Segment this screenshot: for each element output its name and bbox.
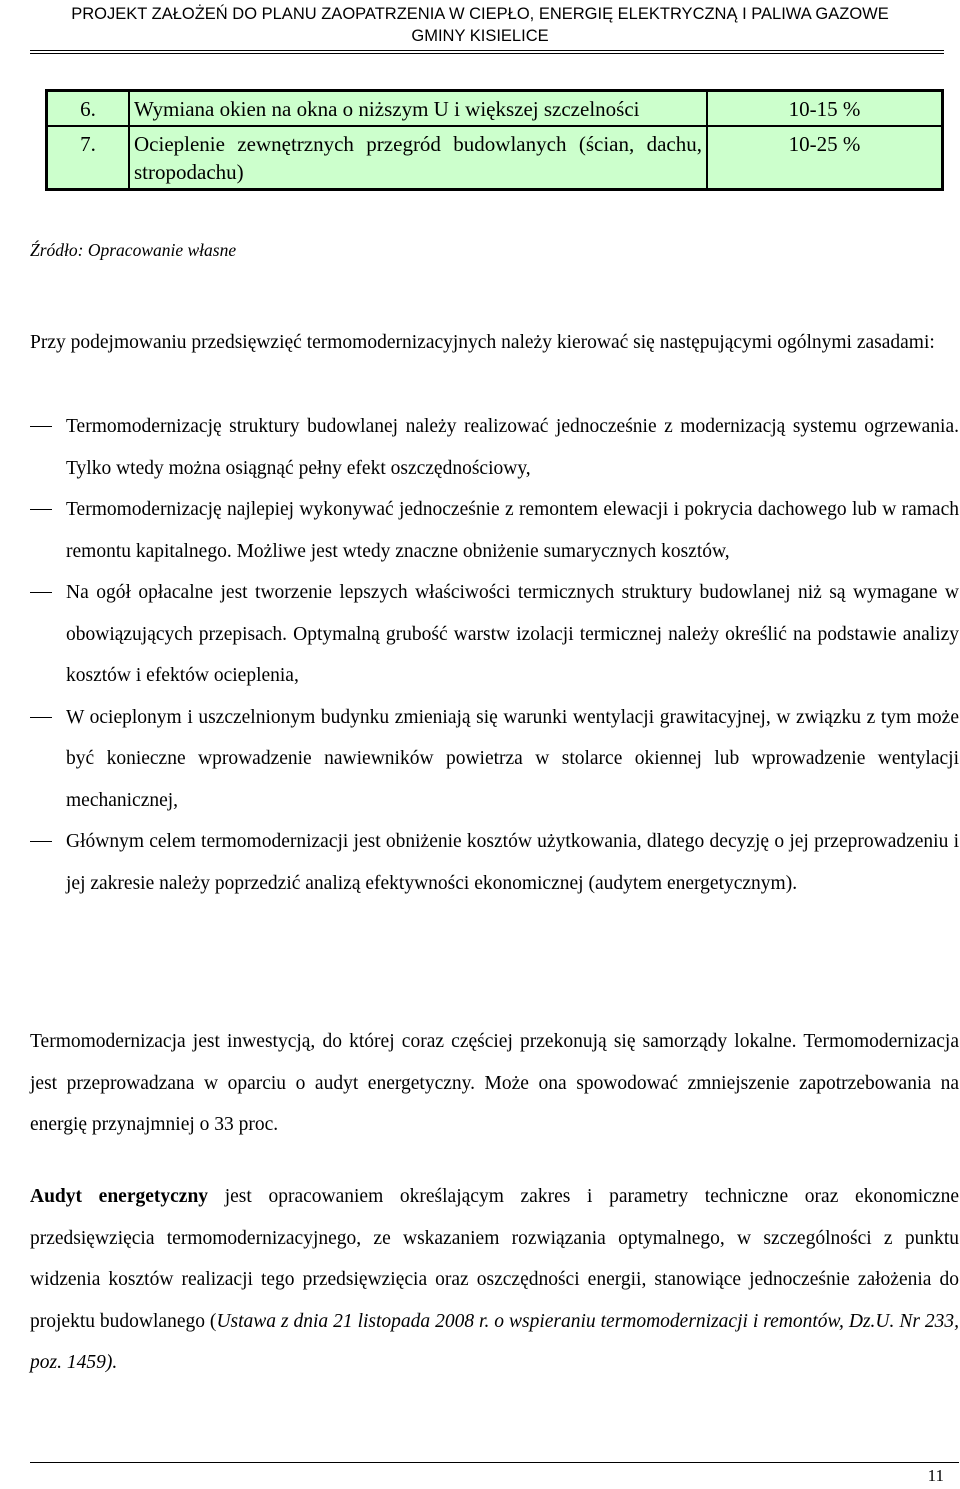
header-divider bbox=[30, 50, 944, 54]
row-number: 6. bbox=[47, 91, 129, 126]
table-row bbox=[47, 91, 942, 126]
row-number: 7. bbox=[47, 126, 129, 189]
list-item-text: W ocieplonym i uszczelnionym budynku zmieniają się warunki wentylacji grawitacyjnej, w związku z tym może być konieczne wprowadzenie nawiewników powietrza w stolarce okiennej lub wprowadzenie wentylacji mechanicznej, bbox=[66, 706, 959, 811]
dash-bullet-icon bbox=[30, 717, 52, 718]
dash-bullet-icon bbox=[30, 592, 52, 593]
list-item-text: Głównym celem termomodernizacji jest obniżenie kosztów użytkowania, dlatego decyzję o jej przeprowadzeniu i jej zakresie należy poprzedzić analizą efektywności ekonomicznej (audytem energetycznym). bbox=[66, 831, 959, 894]
measures-table bbox=[45, 89, 944, 191]
list-item-text: Na ogół opłacalne jest tworzenie lepszych właściwości termicznych struktury budowlanej niż są wymagane w obowiązujących przepisach. Optymalną grubość warstw izolacji termicznej należy określić na podstawie analizy kosztów i efektów ocieplenia, bbox=[66, 582, 959, 686]
list-item bbox=[30, 406, 959, 489]
dash-bullet-icon bbox=[30, 426, 52, 427]
row-savings-value: 10-25 % bbox=[707, 126, 942, 189]
footer-divider bbox=[30, 1462, 959, 1463]
principles-list bbox=[30, 406, 959, 904]
list-item bbox=[30, 697, 959, 822]
investment-paragraph: Termomodernizacja jest inwestycją, do której coraz częściej przekonują się samorządy lokalne. Termomodernizacja jest przeprowadzana w oparciu o audyt energetyczny. Może ona spowodować zmniejszenie zapotrzebowania na energię przynajmniej o 33 proc. bbox=[30, 1031, 959, 1135]
list-item bbox=[30, 821, 959, 904]
legal-citation: Ustawa z dnia 21 listopada 2008 r. o wspieraniu termomodernizacji i remontów, Dz.U. Nr 233, poz. 1459). bbox=[30, 1310, 959, 1373]
table-row bbox=[47, 126, 942, 189]
audit-definition-body: jest opracowaniem określającym zakres i parametry techniczne oraz ekonomiczne przedsięwzięcia termomodernizacyjnego, ze wskazaniem rozwiązania optymalnego, w szczególności z punktu widzenia kosztów realizacji tego przedsięwzięcia oraz oszczędności energii, stanowiące jednocześnie założenia do projektu budowlanego ( bbox=[30, 1186, 959, 1332]
dash-bullet-icon bbox=[30, 841, 52, 842]
audit-definition-paragraph bbox=[30, 1176, 959, 1384]
list-item-text: Termomodernizację struktury budowlanej należy realizować jednocześnie z modernizacją systemu ogrzewania. Tylko wtedy można osiągnąć pełny efekt oszczędnościowy, bbox=[66, 416, 959, 479]
list-item bbox=[30, 489, 959, 572]
list-item-text: Termomodernizację najlepiej wykonywać jednocześnie z remontem elewacji i pokrycia dachowego lub w ramach remontu kapitalnego. Możliwe jest wtedy znaczne obniżenie sumarycznych kosztów, bbox=[66, 499, 959, 562]
header-title-line1: PROJEKT ZAŁOŻEŃ DO PLANU ZAOPATRZENIA W CIEPŁO, ENERGIĘ ELEKTRYCZNĄ I PALIWA GAZOWE bbox=[71, 5, 889, 23]
page-number: 11 bbox=[927, 1466, 944, 1485]
row-savings-value: 10-15 % bbox=[707, 91, 942, 126]
intro-paragraph: Przy podejmowaniu przedsięwzięć termomodernizacyjnych należy kierować się następującymi ogólnymi zasadami: bbox=[30, 332, 935, 353]
header-title-line2: GMINY KISIELICE bbox=[411, 27, 549, 45]
row-description: Wymiana okien na okna o niższym U i większej szczelności bbox=[129, 91, 707, 126]
row-description: Ocieplenie zewnętrznych przegród budowlanych (ścian, dachu, stropodachu) bbox=[129, 126, 707, 189]
audit-term: Audyt energetyczny bbox=[30, 1186, 209, 1207]
table-source-note: Źródło: Opracowanie własne bbox=[30, 240, 237, 260]
dash-bullet-icon bbox=[30, 509, 52, 510]
list-item bbox=[30, 572, 959, 697]
page-header bbox=[0, 0, 960, 47]
